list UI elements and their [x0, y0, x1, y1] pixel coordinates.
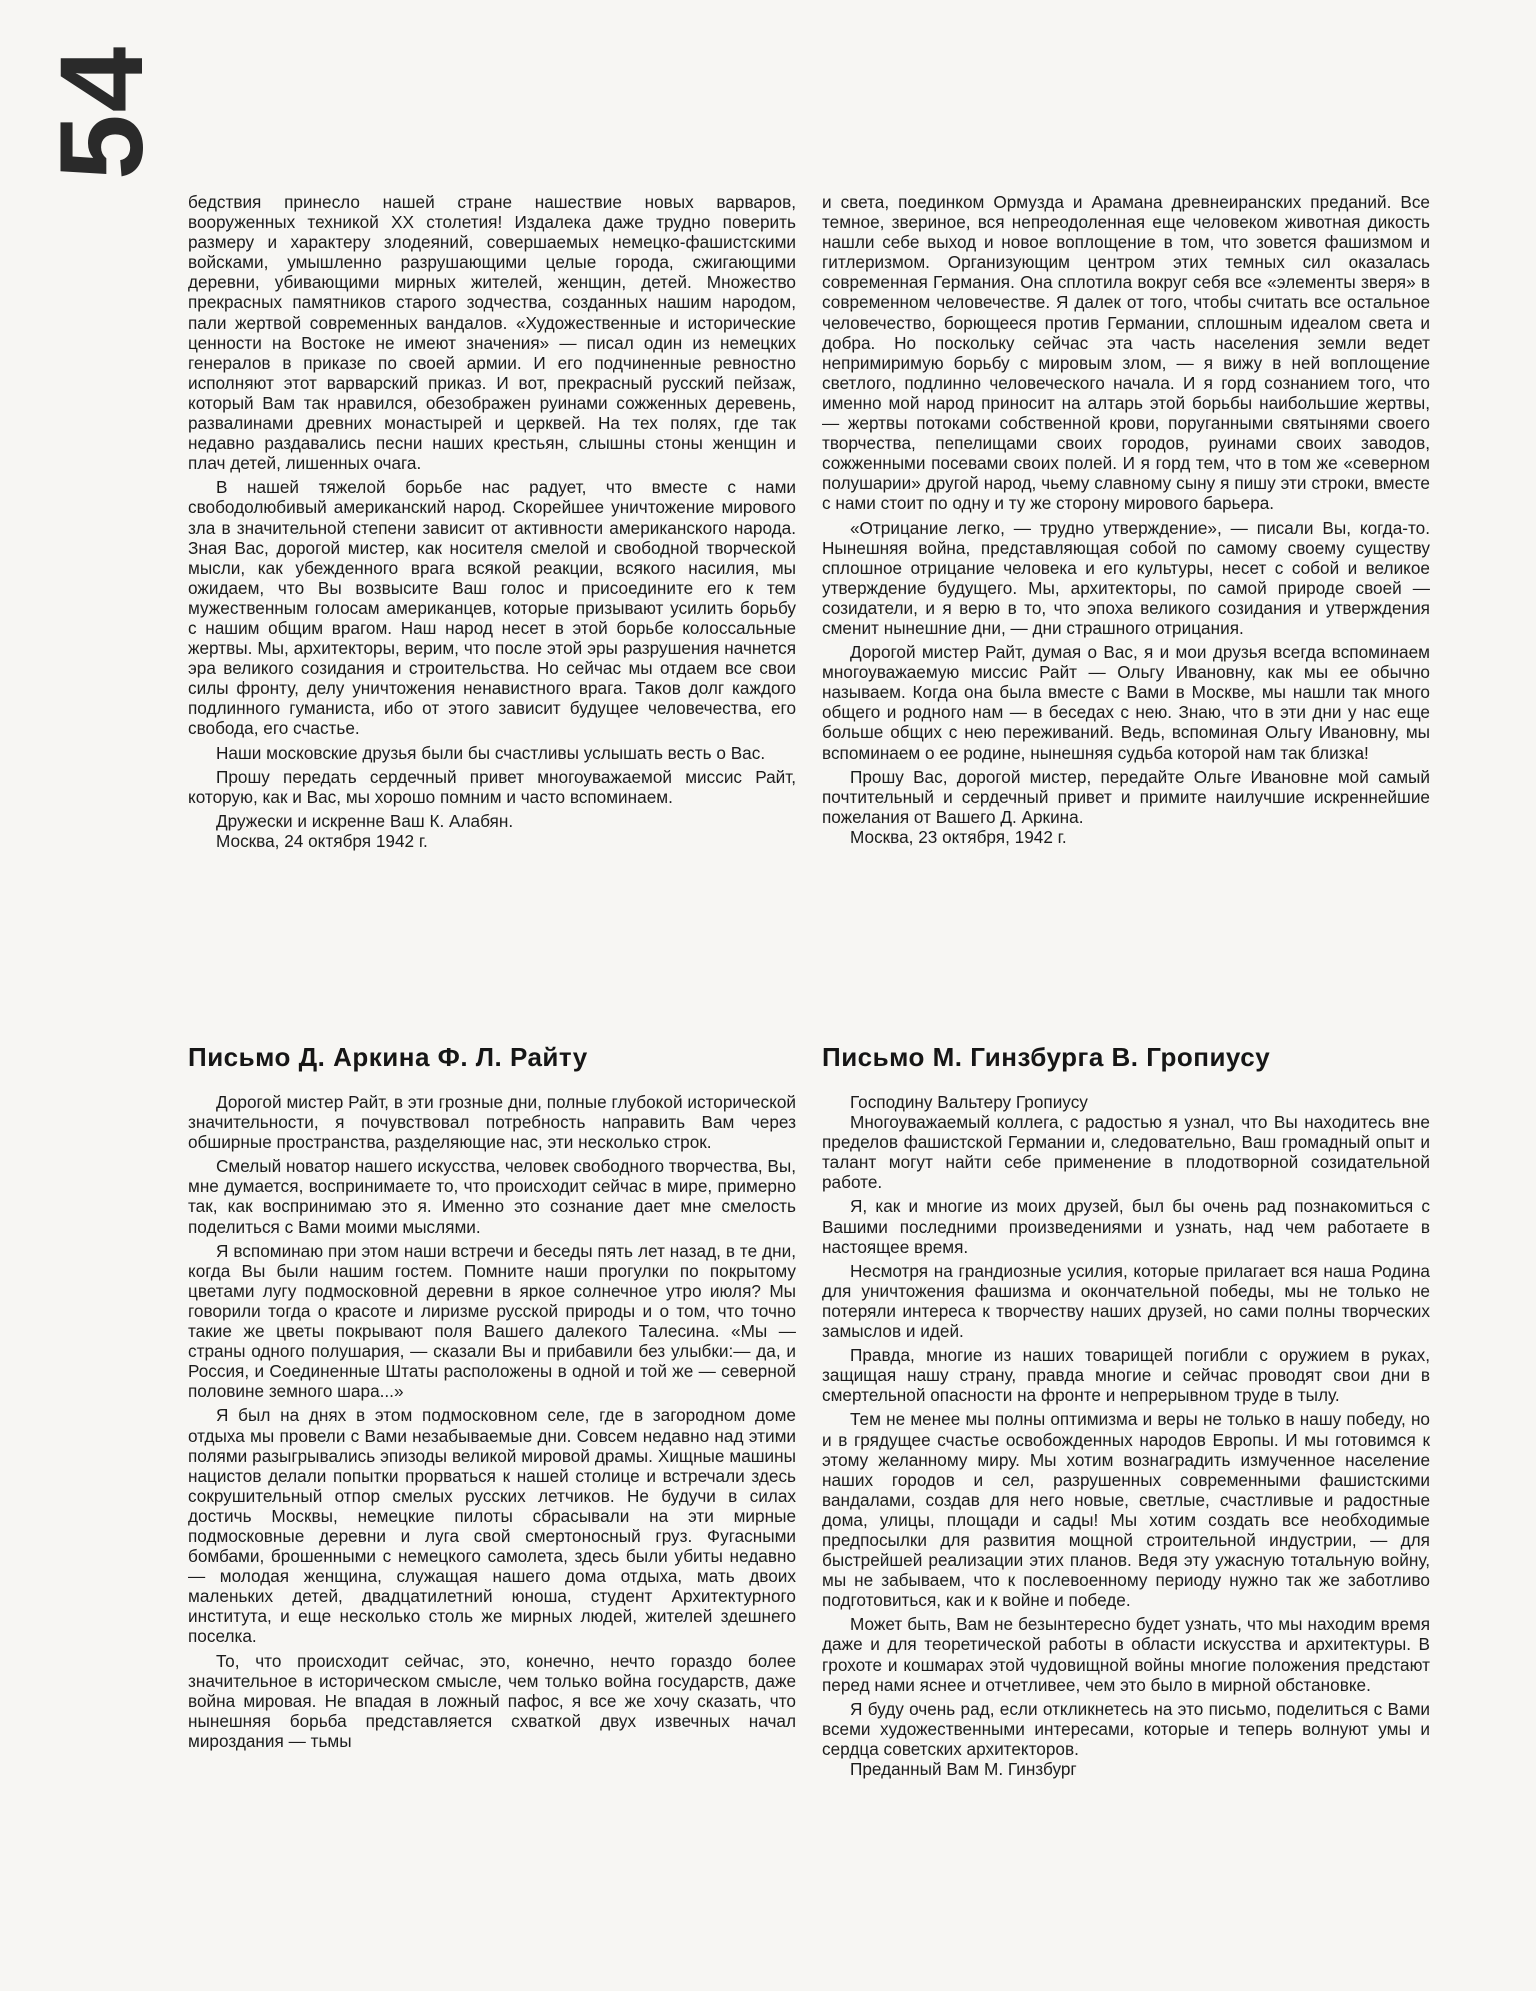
date-line: Москва, 23 октября, 1942 г.	[850, 826, 1067, 847]
paragraph: Дорогой мистер Райт, думая о Вас, я и мои друзья всегда вспоминаем многоуважаемую миссис Райт — Ольгу Ивановну, как мы ее обычно называем. Когда она была вместе с Вами в Москве, мы нашли так много общего и родного нам — в беседах с нею. Знаю, что в эти дни у нас еще больше общих с нею переживаний. Ведь, вспоминая Ольгу Ивановну, мы вспоминаем о ее родине, нынешняя судьба которой нам так близка!	[822, 642, 1430, 763]
paragraph: Я вспоминаю при этом наши встречи и беседы пять лет назад, в те дни, когда Вы были нашим гостем. Помните наши прогулки по покрытому цветами лугу подмосковной деревни в яркое солнечное утро июля? Мы говорили тогда о красоте и лиризме русской природы и о том, что точно такие же цветы покрывают поля Вашего далекого Талесина. «Мы — страны одного полушария, — сказали Вы и прибавили без улыбки:— да, и Россия, и Соединенные Штаты расположены в одной и той же — северной половине земного шара...»	[188, 1240, 796, 1402]
paragraph: Я буду очень рад, если откликнетесь на это письмо, поделиться с Вами всеми художественными интересами, которые и теперь волнуют умы и сердца советских архитекторов.	[822, 1698, 1430, 1759]
paragraph: Прошу Вас, дорогой мистер, передайте Ольге Ивановне мой самый почтительный и сердечный привет и примите наилучшие искреннейшие пожелания от Вашего Д. Аркина.	[822, 766, 1430, 827]
column-bottom-right	[822, 1092, 1430, 1779]
salutation: Господину Вальтеру Гропиусу	[850, 1092, 1088, 1112]
paragraph: Прошу передать сердечный привет многоуважаемой миссис Райт, которую, как и Вас, мы хорошо помним и часто вспоминаем.	[188, 766, 796, 807]
page-number: 54	[36, 44, 168, 180]
date-line: Москва, 24 октября 1942 г.	[216, 830, 428, 851]
signature: Преданный Вам М. Гинзбург	[850, 1759, 1077, 1779]
heading-arkin-letter: Письмо Д. Аркина Ф. Л. Райту	[188, 1042, 588, 1072]
paragraph: Смелый новатор нашего искусства, человек свободного творчества, Вы, мне думается, воспринимаете то, что происходит сейчас в мире, примерно так, как воспринимаю это я. Именно это сознание дает мне смелость поделиться с Вами моими мыслями.	[188, 1156, 796, 1237]
paragraph: Тем не менее мы полны оптимизма и веры не только в нашу победу, но и в грядущее счастье освобожденных народов Европы. И мы готовимся к этому желанному миру. Мы хотим вознаградить измученное население наших городов и сел, разрушенных современными фашистскими вандалами, создав для него новые, светлые, счастливые и радостные дома, улицы, площади и сады! Мы хотим создать все необходимые предпосылки для развития мощной строительной индустрии, — для быстрейшей реализации этих планов. Ведя эту ужасную тотальную войну, мы не забываем, что к послевоенному периоду нужно так же заботливо подготовиться, как и к войне и победе.	[822, 1409, 1430, 1611]
paragraph: Дорогой мистер Райт, в эти грозные дни, полные глубокой исторической значительности, я почувствовал потребность направить Вам через обширные пространства, разделяющие нас, эти несколько строк.	[188, 1092, 796, 1153]
column-bottom-left	[188, 1092, 796, 1751]
paragraph: Наши московские друзья были бы счастливы услышать весть о Вас.	[216, 742, 766, 763]
column-top-right	[822, 192, 1430, 847]
paragraph: В нашей тяжелой борьбе нас радует, что вместе с нами свободолюбивый американский народ. Скорейшее уничтожение мирового зла в значительной степени зависит от активности американского народа. Зная Вас, дорогой мистер, как носителя смелой и свободной творческой мысли, как убежденного врага всякой реакции, всякого насилия, мы ожидаем, что Вы возвысите Ваш голос и присоедините его к тем мужественным голосам американцев, которые призывают усилить борьбу с нашим общим врагом. Наш народ несет в этой борьбе колоссальные жертвы. Мы, архитекторы, верим, что после этой эры разрушения начнется эра великого созидания и строительства. Но сейчас мы отдаем все свои силы фронту, делу уничтожения ненавистного врага. Таков долг каждого подлинного гуманиста, ибо от этого зависит будущее человечества, его свобода, его счастье.	[188, 477, 796, 739]
paragraph: Несмотря на грандиозные усилия, которые прилагает вся наша Родина для уничтожения фашизма и окончательной победы, мы не только не потеряли интереса к творчеству наших друзей, но сами полны творческих замыслов и идей.	[822, 1260, 1430, 1342]
paragraph: и света, поединком Ормузда и Арамана древнеиранских преданий. Все темное, звериное, вся непреодоленная еще человеком животная дикость нашли себе выход и новое воплощение в том, что зовется фашизмом и гитлеризмом. Организующим центром этих темных сил оказалась современная Германия. Она сплотила вокруг себя все «элементы зверя» в современном человечестве. Я далек от того, чтобы считать все остальное человечество, борющееся против Германии, сплошным идеалом света и добра. Но поскольку сейчас эта часть населения земли ведет непримиримую борьбу с мировым злом, — я вижу в ней воплощение светлого, подлинно человеческого начала. И я горд сознанием того, что именно мой народ приносит на алтарь этой борьбы наибольшие жертвы, — жертвы потоками собственной крови, поруганными святынями своего творчества, пепелищами своих городов, руинами своих заводов, сожженными посевами своих полей. И я горд тем, что в том же «северном полушарии» другой народ, чьему славному сыну я пишу эти строки, вместе с нами стоит по одну и ту же сторону мирового барьера.	[822, 192, 1430, 514]
paragraph: То, что происходит сейчас, это, конечно, нечто гораздо более значительное в историческом смысле, чем только война государств, даже война мировая. Не впадая в ложный пафос, я все же хочу сказать, что нынешняя борьба представляется схваткой двух извечных начал мироздания — тьмы	[188, 1650, 796, 1751]
paragraph: Правда, многие из наших товарищей погибли с оружием в руках, защищая нашу страну, правда многие и сейчас проводят свои дни в смертельной опасности на фронте и непрерывном труде в тылу.	[822, 1345, 1430, 1406]
paragraph: бедствия принесло нашей стране нашествие новых варваров, вооруженных техникой XX столетия! Издалека даже трудно поверить размеру и характеру злодеяний, совершаемых немецко-фашистскими войсками, умышленно разрушающими целые города, сжигающими деревни, убивающими мирных жителей, женщин, детей. Множество прекрасных памятников старого зодчества, созданных нашим народом, пали жертвой современных вандалов. «Художественные и исторические ценности на Востоке не имеют значения» — писал один из немецких генералов в приказе по своей армии. И его подчиненные ревностно исполняют этот варварский приказ. И вот, прекрасный русский пейзаж, который Вам так нравился, обезображен руинами сожженных деревень, развалинами древних монастырей и церквей. На тех полях, где так недавно раздавались песни наших крестьян, слышны стоны женщин и плач детей, лишенных очага.	[188, 192, 796, 474]
paragraph: Я был на днях в этом подмосковном селе, где в загородном доме отдыха мы провели с Вами незабываемые дни. Совсем недавно над этими полями разыгрывались эпизоды великой мировой драмы. Хищные машины нацистов делали попытки прорваться к нашей столице и встречали здесь сокрушительный отпор смелых русских летчиков. Не будучи в силах достичь Москвы, немецкие пилоты сбрасывали на эти мирные подмосковные деревни и луга свой смертоносный груз. Фугасными бомбами, брошенными с немецкого самолета, здесь были убиты недавно — молодая женщина, служащая нашего дома отдыха, мать двоих маленьких детей, двадцатилетний юноша, студент Архитектурного института, и еще несколько столь же мирных людей, жителей здешнего поселка.	[188, 1405, 796, 1647]
paragraph: Может быть, Вам не безынтересно будет узнать, что мы находим время даже и для теоретической работы в области искусства и архитектуры. В грохоте и кошмарах этой чудовищной войны многие положения предстают перед нами яснее и отчетливее, чем это было в мирной обстановке.	[822, 1614, 1430, 1695]
paragraph: Многоуважаемый коллега, с радостью я узнал, что Вы находитесь вне пределов фашистской Германии и, следовательно, Ваш громадный опыт и талант могут найти себе применение в плодотворной созидательной работе.	[822, 1112, 1430, 1193]
paragraph: «Отрицание легко, — трудно утверждение», — писали Вы, когда-то. Нынешняя война, представляющая собой по самому своему существу сплошное отрицание человека и его культуры, несет с собой и великое утверждение будущего. Мы, архитекторы, по самой природе своей — созидатели, и я верю в то, что эпоха великого созидания и утверждения сменит нынешние дни, — дни страшного отрицания.	[822, 517, 1430, 638]
column-top-left	[188, 192, 796, 851]
heading-ginzburg-letter: Письмо М. Гинзбурга В. Гропиусу	[822, 1042, 1271, 1072]
signature: Дружески и искренне Ваш К. Алабян.	[216, 810, 514, 831]
paragraph: Я, как и многие из моих друзей, был бы очень рад познакомиться с Вашими последними произведениями и узнать, над чем работаете в настоящее время.	[822, 1196, 1430, 1257]
